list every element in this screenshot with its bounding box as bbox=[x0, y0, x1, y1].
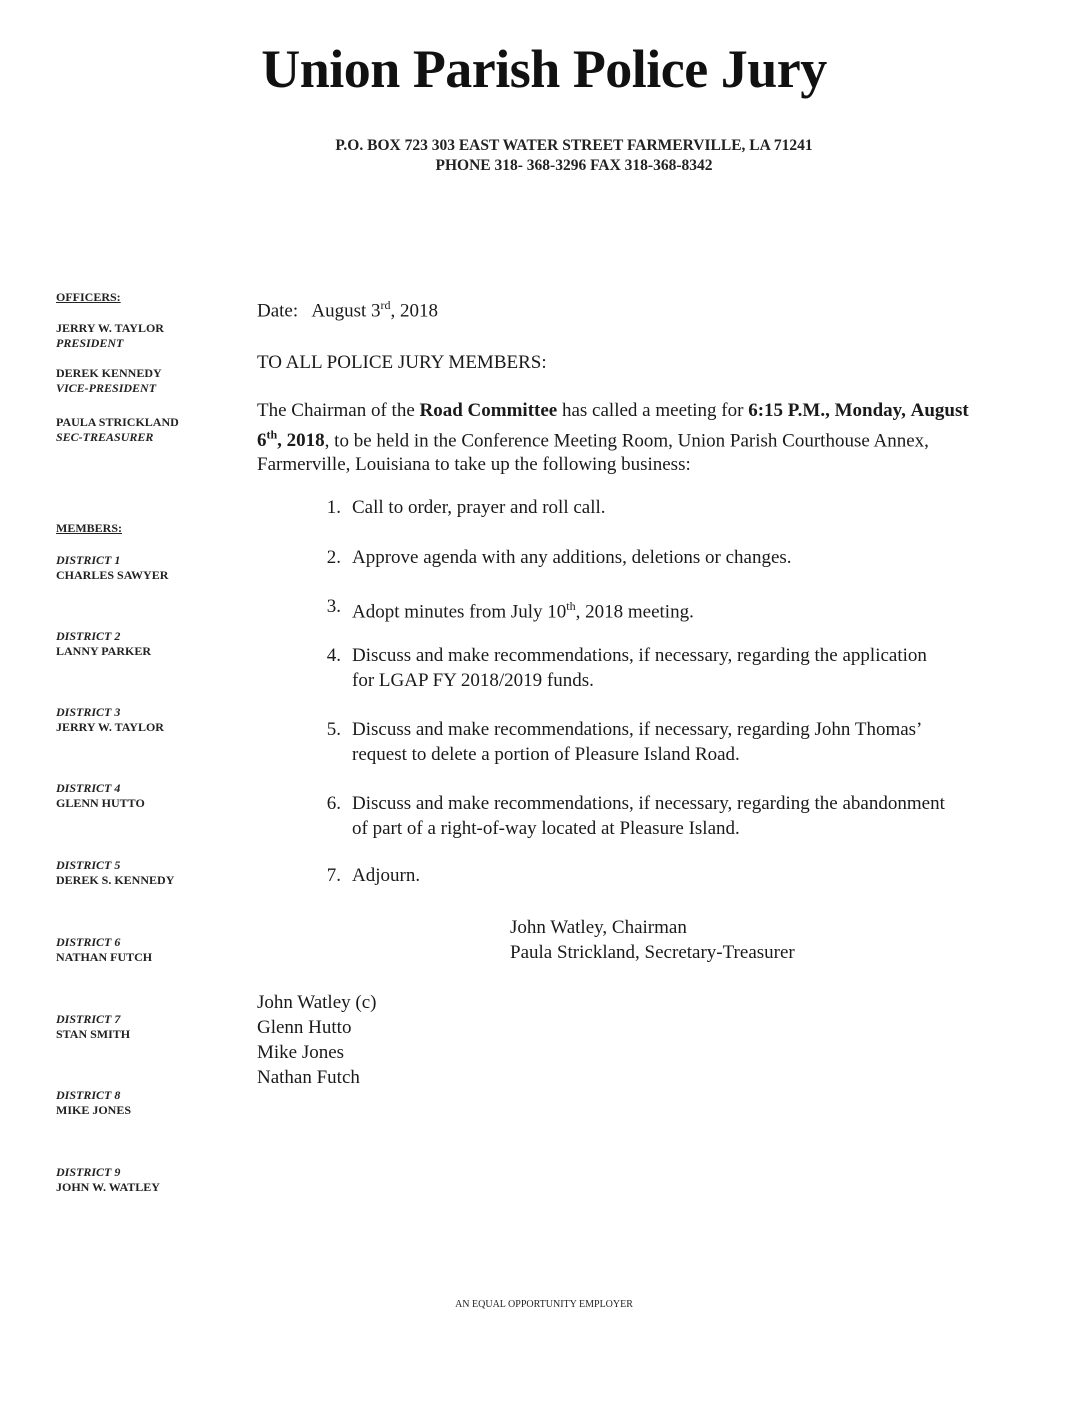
agenda-number: 7. bbox=[326, 865, 341, 886]
officer-entry bbox=[56, 366, 162, 396]
member-name: NATHAN FUTCH bbox=[56, 950, 153, 964]
agenda-number: 1. bbox=[326, 497, 341, 518]
memo-date bbox=[257, 298, 438, 322]
date-suffix: rd bbox=[380, 298, 391, 312]
member-district: DISTRICT 5 bbox=[56, 858, 121, 872]
member-name: MIKE JONES bbox=[56, 1103, 132, 1117]
agenda-number: 2. bbox=[326, 547, 341, 568]
agenda-text: Adjourn. bbox=[352, 865, 421, 886]
agenda-text: Call to order, prayer and roll call. bbox=[352, 497, 606, 518]
committee-member: Nathan Futch bbox=[257, 1067, 360, 1088]
members-heading: MEMBERS: bbox=[56, 521, 122, 535]
member-entry bbox=[56, 1088, 131, 1118]
officers-heading: OFFICERS: bbox=[56, 290, 121, 304]
member-name: CHARLES SAWYER bbox=[56, 568, 169, 582]
officer-role: PRESIDENT bbox=[56, 336, 124, 350]
officer-entry bbox=[56, 321, 164, 351]
date-label: Date: bbox=[257, 300, 299, 322]
member-name: DEREK S. KENNEDY bbox=[56, 873, 175, 887]
member-entry bbox=[56, 1165, 160, 1195]
intro-paragraph bbox=[257, 399, 997, 477]
committee-name: Road Committee bbox=[419, 400, 558, 421]
agenda-text: Discuss and make recommendations, if necessary, regarding the abandonment of part of a right-of-way located at Pleasure Island. bbox=[352, 793, 945, 839]
member-entry bbox=[56, 705, 164, 735]
member-entry bbox=[56, 858, 174, 888]
member-district: DISTRICT 1 bbox=[56, 553, 121, 567]
intro-text: The Chairman of the bbox=[257, 400, 420, 421]
member-district: DISTRICT 8 bbox=[56, 1088, 121, 1102]
meeting-date: August 6th, 2018 bbox=[257, 400, 969, 452]
signature-secretary: Paula Strickland, Secretary-Treasurer bbox=[510, 942, 795, 963]
agenda-number: 3. bbox=[326, 596, 341, 617]
letterhead-address: P.O. BOX 723 303 EAST WATER STREET FARMERVILLE, LA 71241 bbox=[335, 137, 813, 154]
member-entry bbox=[56, 781, 145, 811]
signature-block bbox=[510, 915, 795, 965]
member-entry bbox=[56, 935, 152, 965]
member-district: DISTRICT 9 bbox=[56, 1165, 121, 1179]
member-name: STAN SMITH bbox=[56, 1027, 131, 1041]
agenda-number: 4. bbox=[326, 645, 341, 666]
officer-entry bbox=[56, 415, 179, 445]
letterhead-phone: PHONE 318- 368-3296 FAX 318-368-8342 bbox=[435, 157, 713, 174]
intro-text: , to be held in the Conference Meeting Room, Union Parish Courthouse Annex, Farmerville, Louisiana to take up the following business: bbox=[257, 430, 929, 476]
date-year: , 2018 bbox=[390, 300, 439, 322]
meeting-time: 6:15 P.M., Monday, bbox=[748, 400, 906, 421]
agenda-text: Discuss and make recommendations, if necessary, regarding John Thomas’ request to delete a portion of Pleasure Island Road. bbox=[352, 719, 921, 765]
agenda-text: Adopt minutes from July 10th, 2018 meeting. bbox=[352, 599, 694, 623]
member-district: DISTRICT 6 bbox=[56, 935, 121, 949]
member-district: DISTRICT 4 bbox=[56, 781, 121, 795]
member-entry bbox=[56, 629, 151, 659]
member-entry bbox=[56, 1012, 130, 1042]
member-entry bbox=[56, 553, 168, 583]
agenda-text: Discuss and make recommendations, if necessary, regarding the application for LGAP FY 2018/2019 funds. bbox=[352, 645, 927, 691]
member-district: DISTRICT 3 bbox=[56, 705, 121, 719]
committee-member: Mike Jones bbox=[257, 1042, 345, 1063]
officer-name: DEREK KENNEDY bbox=[56, 366, 162, 380]
member-name: JOHN W. WATLEY bbox=[56, 1180, 160, 1194]
member-name: JERRY W. TAYLOR bbox=[56, 720, 164, 734]
letterhead-title: Union Parish Police Jury bbox=[261, 39, 827, 99]
agenda-text: Approve agenda with any additions, deletions or changes. bbox=[352, 547, 792, 568]
agenda-number: 5. bbox=[326, 719, 341, 740]
intro-text: has called a meeting for bbox=[557, 400, 749, 421]
member-name: LANNY PARKER bbox=[56, 644, 151, 658]
member-district: DISTRICT 7 bbox=[56, 1012, 121, 1026]
committee-member: John Watley (c) bbox=[257, 992, 377, 1013]
agenda-number: 6. bbox=[326, 793, 341, 814]
officer-name: PAULA STRICKLAND bbox=[56, 415, 179, 429]
officer-name: JERRY W. TAYLOR bbox=[56, 321, 164, 335]
signature-chairman: John Watley, Chairman bbox=[510, 917, 687, 938]
member-name: GLENN HUTTO bbox=[56, 796, 145, 810]
committee-member: Glenn Hutto bbox=[257, 1017, 352, 1038]
footer-eeo: AN EQUAL OPPORTUNITY EMPLOYER bbox=[455, 1299, 633, 1310]
salutation: TO ALL POLICE JURY MEMBERS: bbox=[257, 352, 547, 373]
member-district: DISTRICT 2 bbox=[56, 629, 121, 643]
committee-members-list bbox=[257, 990, 376, 1090]
officer-role: SEC-TREASURER bbox=[56, 430, 154, 444]
date-month-day: August 3 bbox=[311, 300, 381, 322]
officer-role: VICE-PRESIDENT bbox=[56, 381, 157, 395]
